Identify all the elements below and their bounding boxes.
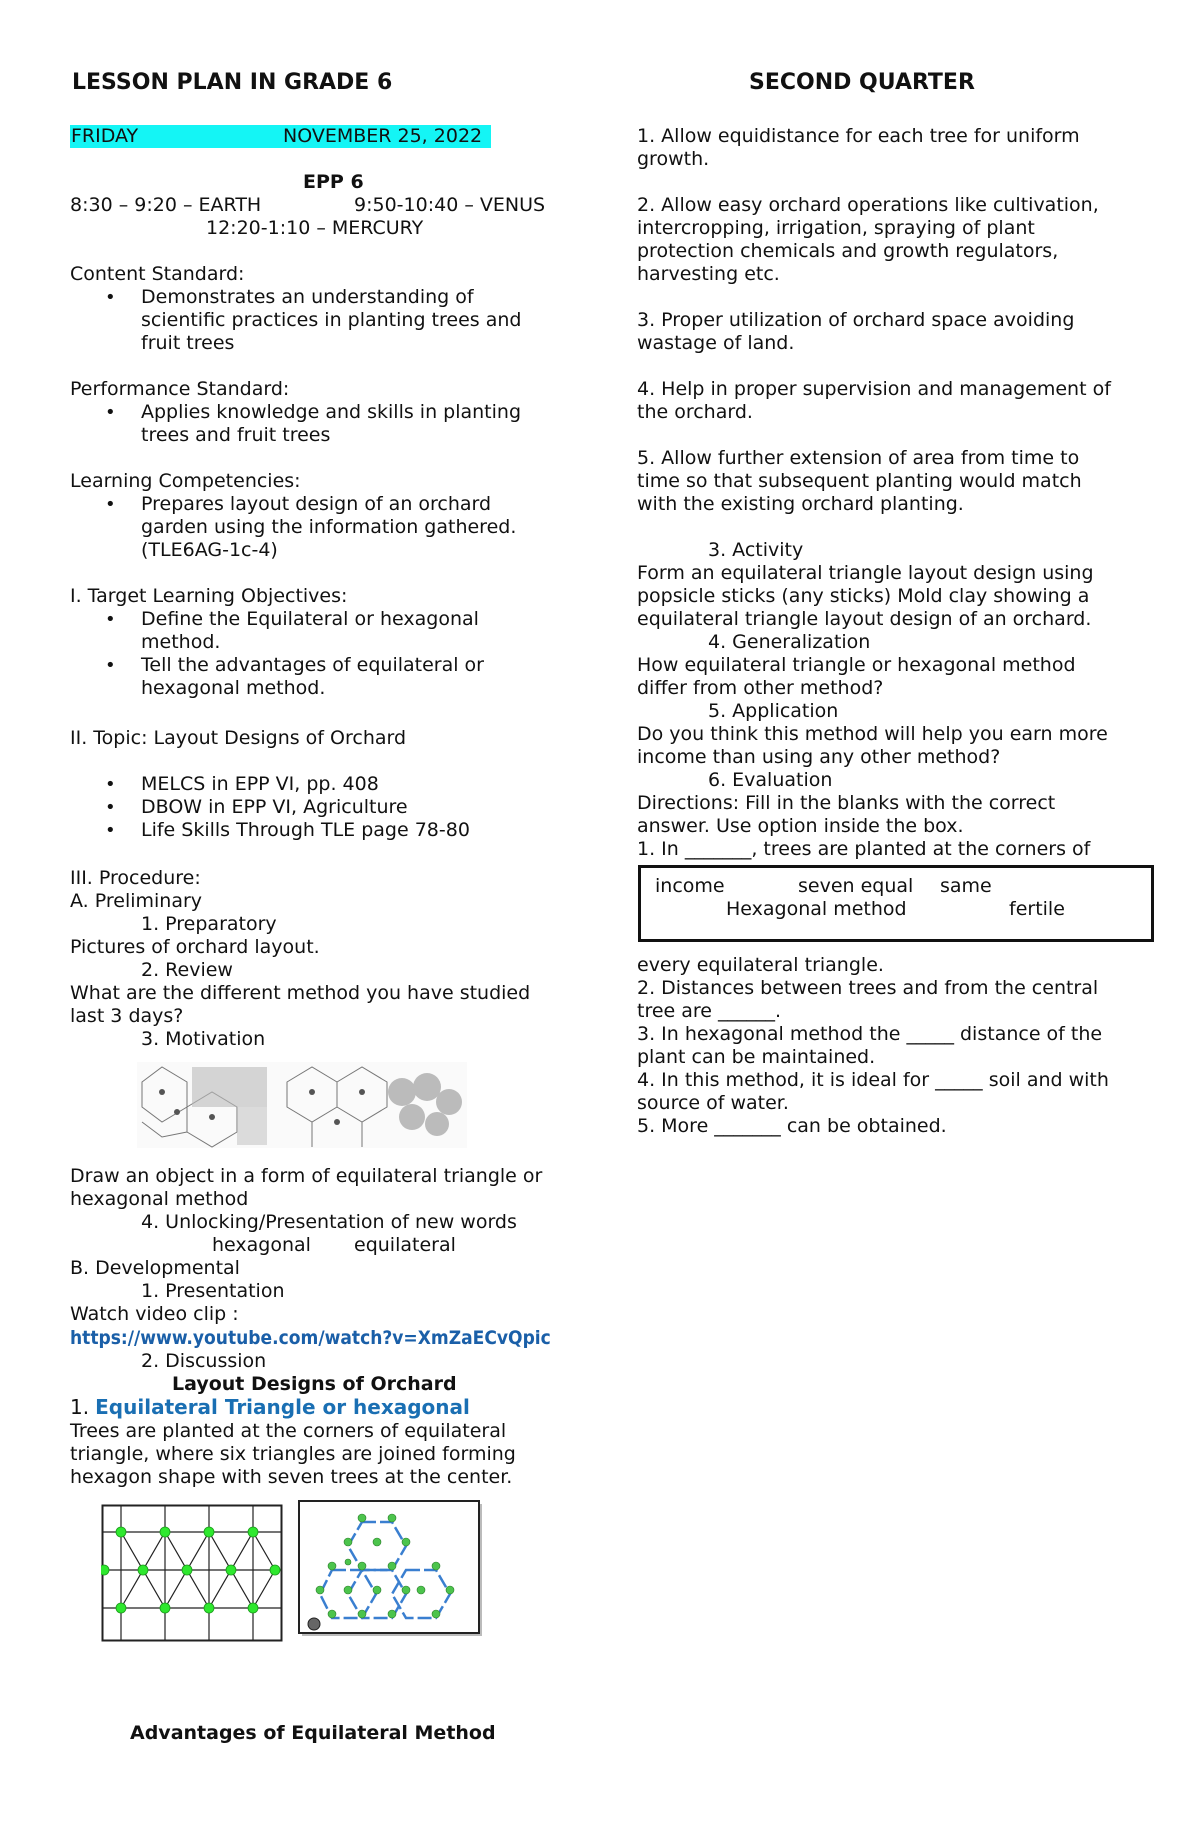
content-standard-line: scientific practices in planting trees and: [141, 309, 522, 331]
video-link[interactable]: https://www.youtube.com/watch?v=XmZaECvQpic: [70, 1327, 551, 1349]
method-heading: [70, 1396, 470, 1420]
advantage-line: 3. Proper utilization of orchard space avoiding: [637, 309, 1075, 331]
content-standard-line: • Demonstrates an understanding of: [141, 286, 474, 309]
learning-competency-line: • Prepares layout design of an orchard: [141, 493, 491, 516]
new-word-hexagonal: hexagonal: [212, 1234, 311, 1256]
advantage-line: 2. Allow easy orchard operations like cultivation,: [637, 194, 1099, 216]
new-word-equilateral: equilateral: [354, 1234, 456, 1256]
option-seven-equal: seven equal: [798, 875, 914, 897]
review-text: What are the different method you have studied: [70, 982, 531, 1004]
directions-text: answer. Use option inside the box.: [637, 815, 964, 837]
advantage-line: time so that subsequent planting would match: [637, 470, 1082, 492]
objective-line: hexagonal method.: [141, 677, 326, 699]
performance-standard-label: Performance Standard:: [70, 378, 290, 400]
schedule-venus: 9:50-10:40 – VENUS: [354, 194, 546, 216]
objectives-label: I. Target Learning Objectives:: [70, 585, 348, 607]
orchard-sketch-image: [137, 1062, 467, 1148]
hexagon-orchard-diagram: [298, 1500, 486, 1640]
question-line: 5. More _______ can be obtained.: [637, 1115, 947, 1137]
advantage-line: with the existing orchard planting.: [637, 493, 964, 515]
activity-text: equilateral triangle layout design of an orchard.: [637, 608, 1092, 630]
learning-competencies-label: Learning Competencies:: [70, 470, 301, 492]
advantage-line: 5. Allow further extension of area from time to: [637, 447, 1080, 469]
date-label: NOVEMBER 25, 2022: [283, 125, 483, 147]
motivation-label: 3. Motivation: [141, 1028, 266, 1050]
option-fertile: fertile: [1009, 898, 1065, 920]
advantage-line: wastage of land.: [637, 332, 795, 354]
day-label: FRIDAY: [71, 125, 139, 147]
method-description: Trees are planted at the corners of equilateral: [70, 1420, 507, 1442]
advantage-line: harvesting etc.: [637, 263, 780, 285]
preliminary-label: A. Preliminary: [70, 890, 203, 912]
unlocking-label: 4. Unlocking/Presentation of new words: [141, 1211, 517, 1233]
preparatory-text: Pictures of orchard layout.: [70, 936, 320, 958]
question-line: every equilateral triangle.: [637, 954, 884, 976]
advantage-line: growth.: [637, 148, 710, 170]
advantages-heading: Advantages of Equilateral Method: [130, 1722, 496, 1744]
generalization-text: How equilateral triangle or hexagonal method: [637, 654, 1076, 676]
method-description: triangle, where six triangles are joined forming: [70, 1443, 516, 1465]
procedure-label: III. Procedure:: [70, 867, 201, 889]
performance-standard-line: trees and fruit trees: [141, 424, 331, 446]
advantage-line: the orchard.: [637, 401, 753, 423]
learning-competency-line: (TLE6AG-1c-4): [141, 539, 278, 561]
lesson-title: LESSON PLAN IN GRADE 6: [72, 70, 393, 95]
generalization-text: differ from other method?: [637, 677, 884, 699]
question-line: plant can be maintained.: [637, 1046, 876, 1068]
question-line: 4. In this method, it is ideal for _____ soil and with: [637, 1069, 1109, 1091]
method-number: 1.: [70, 1395, 90, 1419]
reference-item: • DBOW in EPP VI, Agriculture: [141, 796, 408, 819]
activity-text: popsicle sticks (any sticks) Mold clay showing a: [637, 585, 1090, 607]
review-text: last 3 days?: [70, 1005, 184, 1027]
objective-line: • Tell the advantages of equilateral or: [141, 654, 484, 677]
draw-text: Draw an object in a form of equilateral triangle or: [70, 1165, 543, 1187]
application-text: Do you think this method will help you earn more: [637, 723, 1108, 745]
activity-label: 3. Activity: [708, 539, 804, 561]
content-standard-line: fruit trees: [141, 332, 235, 354]
date-bar: [70, 125, 491, 148]
reference-item: • MELCS in EPP VI, pp. 408: [141, 773, 379, 796]
presentation-label: 1. Presentation: [141, 1280, 285, 1302]
preparatory-label: 1. Preparatory: [141, 913, 277, 935]
objective-line: • Define the Equilateral or hexagonal: [141, 608, 479, 631]
activity-text: Form an equilateral triangle layout design using: [637, 562, 1094, 584]
application-text: income than using any other method?: [637, 746, 1001, 768]
topic: II. Topic: Layout Designs of Orchard: [70, 727, 407, 749]
layout-heading: Layout Designs of Orchard: [172, 1373, 457, 1395]
draw-text: hexagonal method: [70, 1188, 249, 1210]
option-hexagonal-method: Hexagonal method: [726, 898, 907, 920]
objective-line: method.: [141, 631, 221, 653]
discussion-label: 2. Discussion: [141, 1350, 267, 1372]
question-line: 3. In hexagonal method the _____ distance of the: [637, 1023, 1103, 1045]
options-box: [638, 865, 1154, 942]
question-1-start: 1. In _______, trees are planted at the corners of: [637, 838, 1091, 860]
reference-item: • Life Skills Through TLE page 78-80: [141, 819, 470, 842]
application-label: 5. Application: [708, 700, 839, 722]
question-line: 2. Distances between trees and from the central: [637, 977, 1099, 999]
content-standard-label: Content Standard:: [70, 263, 245, 285]
option-same: same: [940, 875, 992, 897]
advantage-line: protection chemicals and growth regulators,: [637, 240, 1059, 262]
method-name: Equilateral Triangle or hexagonal: [95, 1395, 470, 1419]
schedule-earth: 8:30 – 9:20 – EARTH: [70, 194, 262, 216]
advantage-line: 1. Allow equidistance for each tree for uniform: [637, 125, 1080, 147]
evaluation-label: 6. Evaluation: [708, 769, 833, 791]
performance-standard-line: • Applies knowledge and skills in planting: [141, 401, 521, 424]
learning-competency-line: garden using the information gathered.: [141, 516, 517, 538]
watch-label: Watch video clip :: [70, 1303, 239, 1325]
developmental-label: B. Developmental: [70, 1257, 240, 1279]
generalization-label: 4. Generalization: [708, 631, 871, 653]
quarter-title: SECOND QUARTER: [749, 70, 975, 95]
subject-title: EPP 6: [303, 171, 364, 193]
schedule-mercury: 12:20-1:10 – MERCURY: [206, 217, 424, 239]
advantage-line: 4. Help in proper supervision and management of: [637, 378, 1111, 400]
method-description: hexagon shape with seven trees at the center.: [70, 1466, 513, 1488]
equilateral-grid-diagram: [101, 1504, 283, 1642]
question-line: tree are ______.: [637, 1000, 782, 1022]
review-label: 2. Review: [141, 959, 233, 981]
directions-text: Directions: Fill in the blanks with the correct: [637, 792, 1056, 814]
option-income: income: [655, 875, 725, 897]
advantage-line: intercropping, irrigation, spraying of plant: [637, 217, 1035, 239]
question-line: source of water.: [637, 1092, 789, 1114]
